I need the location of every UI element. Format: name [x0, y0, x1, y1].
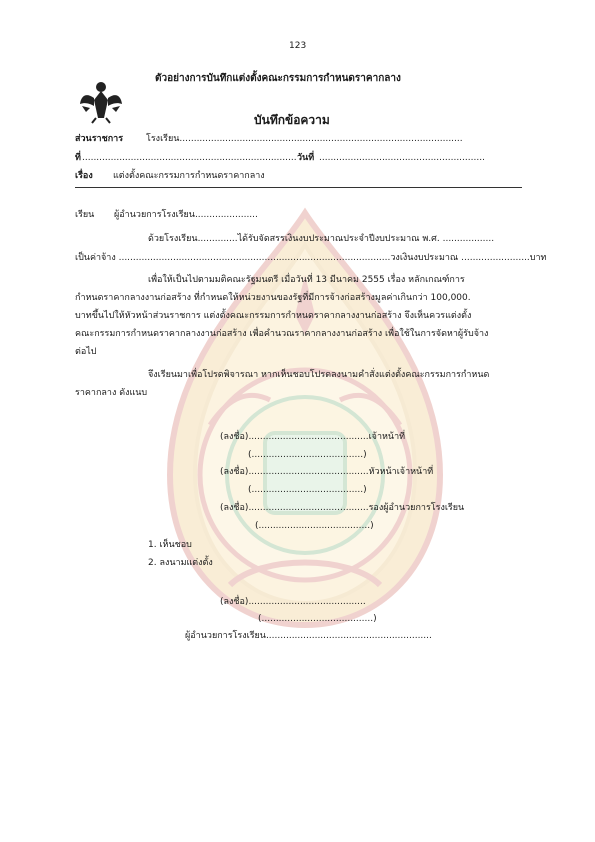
para2-line1: เพื่อให้เป็นไปตามมติคณะรัฐมนตรี เมื่อวันที่ 13 มีนาคม 2555 เรื่อง หลักเกณฑ์การ [148, 275, 465, 285]
salutation-value: ผู้อำนวยการโรงเรียน...................... [114, 210, 258, 220]
garuda-emblem-icon [78, 78, 124, 124]
signature-name-officer: (.......................................) [248, 450, 367, 460]
date-value: .......................................................... [319, 153, 485, 163]
subject-value: แต่งตั้งคณะกรรมการกำหนดราคากลาง [113, 171, 265, 181]
reference-label: ที่ [75, 153, 81, 163]
signature-line-deputy: (ลงชื่อ)..........................................รองผู้อำนวยการโรงเรียน [220, 503, 465, 513]
memo-heading: บันทึกข้อความ [254, 113, 330, 127]
subject-label: เรื่อง [75, 171, 93, 181]
para3-line1: จึงเรียนมาเพื่อโปรดพิจารณา หากเห็นชอบโปรดลงนามคำสั่งแต่งตั้งคณะกรรมการกำหนด [148, 370, 490, 380]
decision-option-sign: 2. ลงนามแต่งตั้ง [148, 558, 213, 568]
para2-line4: คณะกรรมการกำหนดราคากลางงานก่อสร้าง เพื่อคำนวณราคากลางงานก่อสร้าง เพื่อใช้ในการจัดหาผู้รับจ้าง [75, 329, 489, 339]
agency-value: โรงเรียน................................................................................................... [146, 134, 463, 144]
reference-value: ........................................................................... [82, 153, 297, 163]
para1-line2: เป็นค่าจ้าง ...............................................................................................วงเงินงบประมาณ ........................บาท [75, 253, 547, 263]
document-title: ตัวอย่างการบันทึกแต่งตั้งคณะกรรมการกำหนดราคากลาง [155, 73, 401, 84]
signature-line-head-officer: (ลงชื่อ)..........................................หัวหน้าเจ้าหน้าที่ [220, 467, 434, 477]
para2-line2: กำหนดราคากลางงานก่อสร้าง ที่กำหนดให้หน่วยงานของรัฐที่มีการจ้างก่อสร้างมูลค่าเกินกว่า 100,000. [75, 293, 471, 303]
header-divider [75, 187, 522, 188]
signature-line-officer: (ลงชื่อ)..........................................เจ้าหน้าที่ [220, 432, 406, 442]
signature-name-deputy: (.......................................) [255, 521, 374, 531]
salutation-label: เรียน [75, 210, 95, 220]
page-number: 123 [289, 41, 307, 51]
decision-option-approve: 1. เห็นชอบ [148, 540, 192, 550]
school-seal-watermark [140, 205, 470, 635]
para2-line5: ต่อไป [75, 347, 97, 357]
para3-line2: ราคากลาง ดังแนบ [75, 388, 148, 398]
director-position: ผู้อำนวยการโรงเรียน.......................................................... [185, 631, 432, 641]
signature-name-head-officer: (.......................................) [248, 485, 367, 495]
director-signature-line: (ลงชื่อ)......................................... [220, 597, 366, 607]
agency-label: ส่วนราชการ [75, 134, 124, 144]
para1-line1: ด้วยโรงเรียน..............ได้รับจัดสรรเงินงบประมาณประจำปีงบประมาณ พ.ศ. .................. [148, 234, 495, 244]
date-label: วันที่ [297, 153, 315, 163]
director-signature-name: (.......................................) [258, 614, 377, 624]
para2-line3: บาทขึ้นไปให้หัวหน้าส่วนราชการ แต่งตั้งคณะกรรมการกำหนดราคากลางงานก่อสร้าง จึงเห็นควรแต่งตั้ง [75, 311, 472, 321]
